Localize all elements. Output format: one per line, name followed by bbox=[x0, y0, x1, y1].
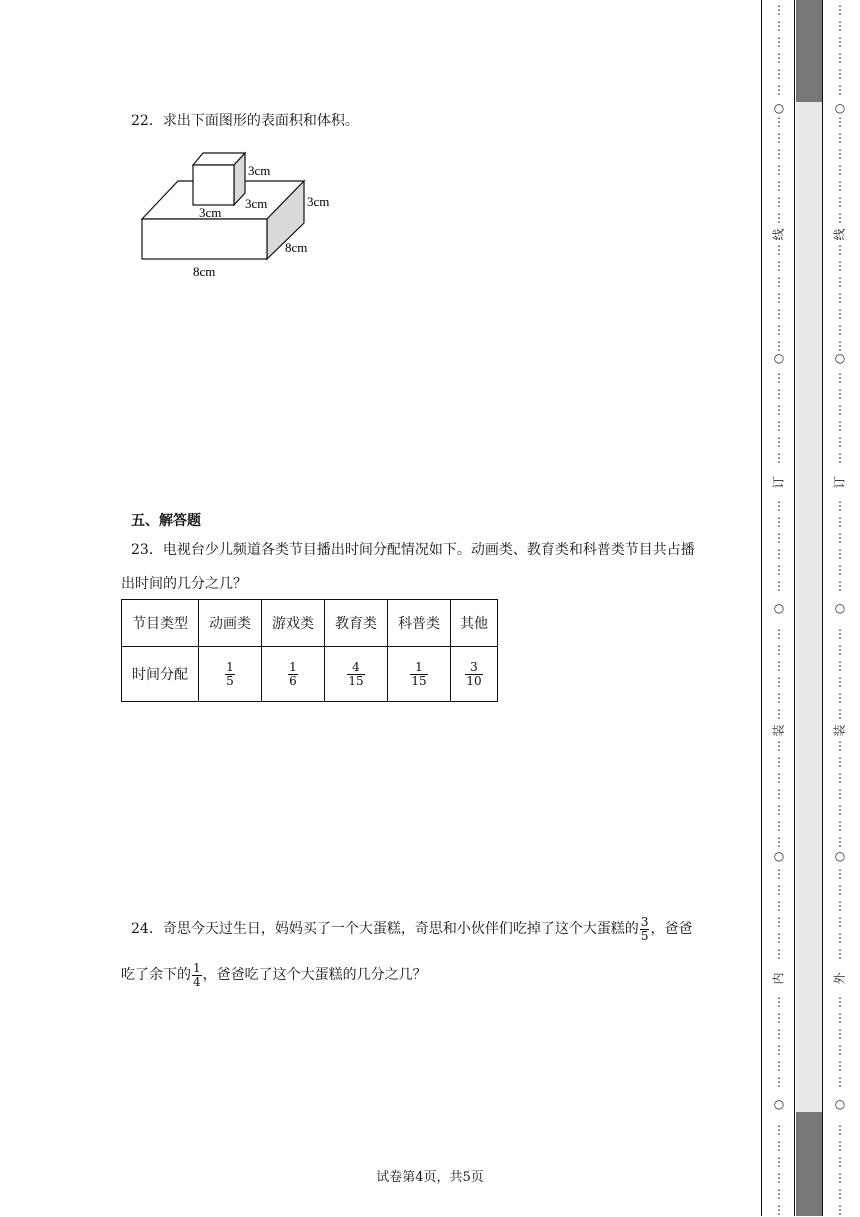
outer-margin-dot: ⋮ bbox=[834, 547, 846, 561]
table-header-cell: 游戏类 bbox=[262, 600, 325, 647]
fraction: $\frac{4}{15}$ bbox=[348, 659, 364, 688]
fraction: $\frac{3}{10}$ bbox=[466, 659, 482, 688]
table-header-cell: 节目类型 bbox=[122, 600, 199, 647]
table-cell bbox=[199, 647, 262, 702]
outer-margin-dot: ⋮ bbox=[834, 643, 846, 657]
outer-margin-dot: ⋮ bbox=[834, 819, 846, 833]
outer-margin-dot: ⋮ bbox=[834, 883, 846, 897]
inner-margin-dot: ⋮ bbox=[773, 819, 785, 833]
outer-margin-char: 外 bbox=[832, 972, 847, 985]
inner-margin-dot: ⋮ bbox=[773, 211, 785, 225]
outer-margin-dot: ⋮ bbox=[834, 451, 846, 465]
outer-margin-dot: ⋮ bbox=[834, 659, 846, 673]
question-22-text: 22．求出下面图形的表面积和体积。 bbox=[131, 113, 359, 129]
inner-margin-dot: ⋮ bbox=[773, 131, 785, 145]
inner-margin-dot: ⋮ bbox=[773, 259, 785, 273]
inner-margin-dot: ⋮ bbox=[773, 995, 785, 1009]
inner-margin-dot: ⋮ bbox=[773, 931, 785, 945]
outer-margin-dot: ⋮ bbox=[834, 835, 846, 849]
outer-margin-dot: ⋮ bbox=[834, 867, 846, 881]
inner-margin-dot: ⋮ bbox=[773, 1139, 785, 1153]
table-row bbox=[122, 647, 498, 702]
inner-margin-dot: ⋮ bbox=[773, 1123, 785, 1137]
outer-margin-dot: ⋮ bbox=[834, 339, 846, 353]
table-header-cell: 科普类 bbox=[388, 600, 451, 647]
outer-margin-dot: ⋮ bbox=[834, 195, 846, 209]
table-header-cell: 教育类 bbox=[325, 600, 388, 647]
outer-margin-dot: ⋮ bbox=[834, 1187, 846, 1201]
outer-margin-dot: ⋮ bbox=[834, 1027, 846, 1041]
outer-margin-dot: ⋮ bbox=[834, 579, 846, 593]
outer-margin-dot: ⋮ bbox=[834, 1123, 846, 1137]
gutter-dark-bottom bbox=[796, 1112, 822, 1216]
outer-margin-dot: ⋮ bbox=[834, 275, 846, 289]
inner-margin-dot: ⋮ bbox=[773, 1027, 785, 1041]
table-header-row bbox=[122, 600, 498, 647]
outer-margin-dot: ⋮ bbox=[834, 803, 846, 817]
outer-margin-dot: ⋮ bbox=[834, 67, 846, 81]
outer-margin-dot: ⋮ bbox=[834, 435, 846, 449]
outer-margin-dot: ⋮ bbox=[834, 179, 846, 193]
margin-rule-mid bbox=[794, 0, 795, 1216]
outer-margin-dot: ⋮ bbox=[834, 771, 846, 785]
inner-margin-dot: ⋮ bbox=[773, 691, 785, 705]
outer-margin-circle: ○ bbox=[834, 101, 846, 115]
outer-margin-dot: ⋮ bbox=[834, 1203, 846, 1217]
page-footer: 试卷第4页，共5页 bbox=[376, 1170, 484, 1185]
outer-margin-dot: ⋮ bbox=[834, 1171, 846, 1185]
inner-margin-dot: ⋮ bbox=[773, 35, 785, 49]
inner-margin-dot: ⋮ bbox=[773, 179, 785, 193]
inner-margin-dot: ⋮ bbox=[773, 1059, 785, 1073]
outer-margin-dot: ⋮ bbox=[834, 35, 846, 49]
inner-margin-circle: ○ bbox=[773, 1097, 785, 1111]
outer-margin-dot: ⋮ bbox=[834, 243, 846, 257]
outer-margin-dot: ⋮ bbox=[834, 211, 846, 225]
outer-margin-char: 订 bbox=[832, 476, 847, 489]
inner-margin-dot: ⋮ bbox=[773, 515, 785, 529]
inner-margin-dot: ⋮ bbox=[773, 451, 785, 465]
outer-margin-dot: ⋮ bbox=[834, 499, 846, 513]
outer-margin-circle: ○ bbox=[834, 351, 846, 365]
outer-margin-dot: ⋮ bbox=[834, 1011, 846, 1025]
outer-margin-dot: ⋮ bbox=[834, 259, 846, 273]
table-cell bbox=[451, 647, 498, 702]
table-cell bbox=[325, 647, 388, 702]
outer-margin-dot: ⋮ bbox=[834, 403, 846, 417]
outer-margin-dot: ⋮ bbox=[834, 115, 846, 129]
inner-margin-dot: ⋮ bbox=[773, 387, 785, 401]
outer-margin-dot: ⋮ bbox=[834, 1075, 846, 1089]
outer-margin-dot: ⋮ bbox=[834, 691, 846, 705]
inner-margin-dot: ⋮ bbox=[773, 195, 785, 209]
inner-margin-dot: ⋮ bbox=[773, 707, 785, 721]
inner-margin-char: 线 bbox=[771, 228, 786, 241]
inner-margin-dot: ⋮ bbox=[773, 307, 785, 321]
inner-margin-dot: ⋮ bbox=[773, 83, 785, 97]
composite-solid-figure bbox=[135, 148, 375, 288]
inner-margin-circle: ○ bbox=[773, 849, 785, 863]
outer-margin-dot: ⋮ bbox=[834, 3, 846, 17]
inner-margin-dot: ⋮ bbox=[773, 1203, 785, 1217]
inner-margin-dot: ⋮ bbox=[773, 1155, 785, 1169]
table-cell bbox=[388, 647, 451, 702]
table-row-label: 时间分配 bbox=[122, 647, 199, 702]
inner-margin-dot: ⋮ bbox=[773, 915, 785, 929]
outer-margin-dot: ⋮ bbox=[834, 563, 846, 577]
inner-margin-dot: ⋮ bbox=[773, 659, 785, 673]
outer-margin-dot: ⋮ bbox=[834, 947, 846, 961]
outer-margin-dot: ⋮ bbox=[834, 627, 846, 641]
inner-margin-dot: ⋮ bbox=[773, 419, 785, 433]
outer-binding-column bbox=[830, 0, 850, 1216]
inner-margin-dot: ⋮ bbox=[773, 1011, 785, 1025]
inner-margin-dot: ⋮ bbox=[773, 771, 785, 785]
inner-margin-dot: ⋮ bbox=[773, 243, 785, 257]
inner-margin-dot: ⋮ bbox=[773, 579, 785, 593]
inner-margin-dot: ⋮ bbox=[773, 147, 785, 161]
margin-rule-right bbox=[822, 0, 823, 1216]
outer-margin-dot: ⋮ bbox=[834, 1139, 846, 1153]
outer-margin-dot: ⋮ bbox=[834, 131, 846, 145]
outer-margin-dot: ⋮ bbox=[834, 787, 846, 801]
inner-margin-dot: ⋮ bbox=[773, 403, 785, 417]
margin-rule-left bbox=[761, 0, 762, 1216]
base-box-front-face bbox=[142, 219, 267, 259]
outer-margin-dot: ⋮ bbox=[834, 291, 846, 305]
inner-margin-char: 内 bbox=[771, 972, 786, 985]
inner-margin-char: 装 bbox=[771, 724, 786, 737]
inner-margin-circle: ○ bbox=[773, 601, 785, 615]
outer-margin-dot: ⋮ bbox=[834, 1059, 846, 1073]
outer-margin-dot: ⋮ bbox=[834, 147, 846, 161]
inner-binding-column bbox=[769, 0, 789, 1216]
outer-margin-dot: ⋮ bbox=[834, 739, 846, 753]
label-cube-height: 3cm bbox=[248, 163, 271, 178]
outer-margin-dot: ⋮ bbox=[834, 707, 846, 721]
inner-margin-dot: ⋮ bbox=[773, 787, 785, 801]
inner-margin-dot: ⋮ bbox=[773, 275, 785, 289]
inner-margin-dot: ⋮ bbox=[773, 499, 785, 513]
outer-margin-dot: ⋮ bbox=[834, 19, 846, 33]
table-header-cell: 其他 bbox=[451, 600, 498, 647]
label-box-height: 3cm bbox=[307, 194, 330, 209]
outer-margin-dot: ⋮ bbox=[834, 83, 846, 97]
inner-margin-dot: ⋮ bbox=[773, 323, 785, 337]
inner-margin-dot: ⋮ bbox=[773, 115, 785, 129]
outer-margin-dot: ⋮ bbox=[834, 387, 846, 401]
label-box-length: 8cm bbox=[193, 264, 216, 279]
section-title: 五、解答题 bbox=[131, 513, 201, 529]
outer-margin-dot: ⋮ bbox=[834, 755, 846, 769]
outer-margin-dot: ⋮ bbox=[834, 163, 846, 177]
cube-front-face bbox=[193, 165, 234, 205]
inner-margin-dot: ⋮ bbox=[773, 899, 785, 913]
inner-margin-dot: ⋮ bbox=[773, 803, 785, 817]
outer-margin-dot: ⋮ bbox=[834, 323, 846, 337]
inner-margin-dot: ⋮ bbox=[773, 835, 785, 849]
inner-margin-char: 订 bbox=[771, 476, 786, 489]
inner-margin-dot: ⋮ bbox=[773, 547, 785, 561]
label-cube-width: 3cm bbox=[199, 205, 222, 220]
question-23-line2: 出时间的几分之几？ bbox=[121, 576, 247, 592]
fraction: $\frac{1}{6}$ bbox=[289, 659, 297, 688]
outer-margin-circle: ○ bbox=[834, 1097, 846, 1111]
fraction: $\frac{1}{5}$ bbox=[226, 659, 234, 688]
outer-margin-dot: ⋮ bbox=[834, 1155, 846, 1169]
inner-margin-dot: ⋮ bbox=[773, 371, 785, 385]
inner-margin-dot: ⋮ bbox=[773, 675, 785, 689]
outer-margin-dot: ⋮ bbox=[834, 419, 846, 433]
label-box-depth: 8cm bbox=[285, 240, 308, 255]
inner-margin-dot: ⋮ bbox=[773, 531, 785, 545]
outer-margin-dot: ⋮ bbox=[834, 899, 846, 913]
outer-margin-dot: ⋮ bbox=[834, 995, 846, 1009]
inner-margin-dot: ⋮ bbox=[773, 883, 785, 897]
inner-margin-dot: ⋮ bbox=[773, 67, 785, 81]
inner-margin-dot: ⋮ bbox=[773, 435, 785, 449]
outer-margin-dot: ⋮ bbox=[834, 307, 846, 321]
inner-margin-dot: ⋮ bbox=[773, 627, 785, 641]
inner-margin-dot: ⋮ bbox=[773, 1171, 785, 1185]
outer-margin-dot: ⋮ bbox=[834, 915, 846, 929]
outer-margin-dot: ⋮ bbox=[834, 675, 846, 689]
table-header-cell: 动画类 bbox=[199, 600, 262, 647]
outer-margin-dot: ⋮ bbox=[834, 531, 846, 545]
binding-gutter bbox=[796, 0, 822, 1216]
fraction: $\frac{1}{15}$ bbox=[411, 659, 427, 688]
inner-margin-dot: ⋮ bbox=[773, 3, 785, 17]
inner-margin-circle: ○ bbox=[773, 101, 785, 115]
inner-margin-dot: ⋮ bbox=[773, 51, 785, 65]
table-cell bbox=[262, 647, 325, 702]
question-24-line1: 24．奇思今天过生日，妈妈买了一个大蛋糕，奇思和小伙伴们吃掉了这个大蛋糕的 $\frac{3}{5}$ ，爸爸 bbox=[131, 914, 693, 943]
outer-margin-dot: ⋮ bbox=[834, 931, 846, 945]
inner-margin-dot: ⋮ bbox=[773, 755, 785, 769]
inner-margin-dot: ⋮ bbox=[773, 163, 785, 177]
fraction-one-quarter: $\frac{1}{4}$ bbox=[193, 960, 201, 989]
outer-margin-dot: ⋮ bbox=[834, 515, 846, 529]
inner-margin-dot: ⋮ bbox=[773, 339, 785, 353]
outer-margin-char: 装 bbox=[832, 724, 847, 737]
inner-margin-dot: ⋮ bbox=[773, 867, 785, 881]
time-allocation-table bbox=[121, 599, 498, 702]
inner-margin-dot: ⋮ bbox=[773, 1043, 785, 1057]
question-23-line1: 23．电视台少儿频道各类节目播出时间分配情况如下。动画类、教育类和科普类节目共占播 bbox=[131, 542, 695, 558]
outer-margin-circle: ○ bbox=[834, 849, 846, 863]
fraction-three-fifths: $\frac{3}{5}$ bbox=[640, 914, 649, 943]
outer-margin-circle: ○ bbox=[834, 601, 846, 615]
inner-margin-dot: ⋮ bbox=[773, 19, 785, 33]
outer-margin-dot: ⋮ bbox=[834, 371, 846, 385]
gutter-dark-top bbox=[796, 0, 822, 102]
outer-margin-dot: ⋮ bbox=[834, 1043, 846, 1057]
inner-margin-dot: ⋮ bbox=[773, 739, 785, 753]
inner-margin-dot: ⋮ bbox=[773, 291, 785, 305]
inner-margin-dot: ⋮ bbox=[773, 1187, 785, 1201]
inner-margin-dot: ⋮ bbox=[773, 947, 785, 961]
inner-margin-dot: ⋮ bbox=[773, 1075, 785, 1089]
label-cube-depth: 3cm bbox=[245, 196, 268, 211]
inner-margin-dot: ⋮ bbox=[773, 563, 785, 577]
inner-margin-circle: ○ bbox=[773, 351, 785, 365]
inner-margin-dot: ⋮ bbox=[773, 643, 785, 657]
question-24-line2: 吃了余下的 $\frac{1}{4}$ ，爸爸吃了这个大蛋糕的几分之几？ bbox=[121, 960, 427, 989]
outer-margin-char: 线 bbox=[832, 228, 847, 241]
outer-margin-dot: ⋮ bbox=[834, 51, 846, 65]
